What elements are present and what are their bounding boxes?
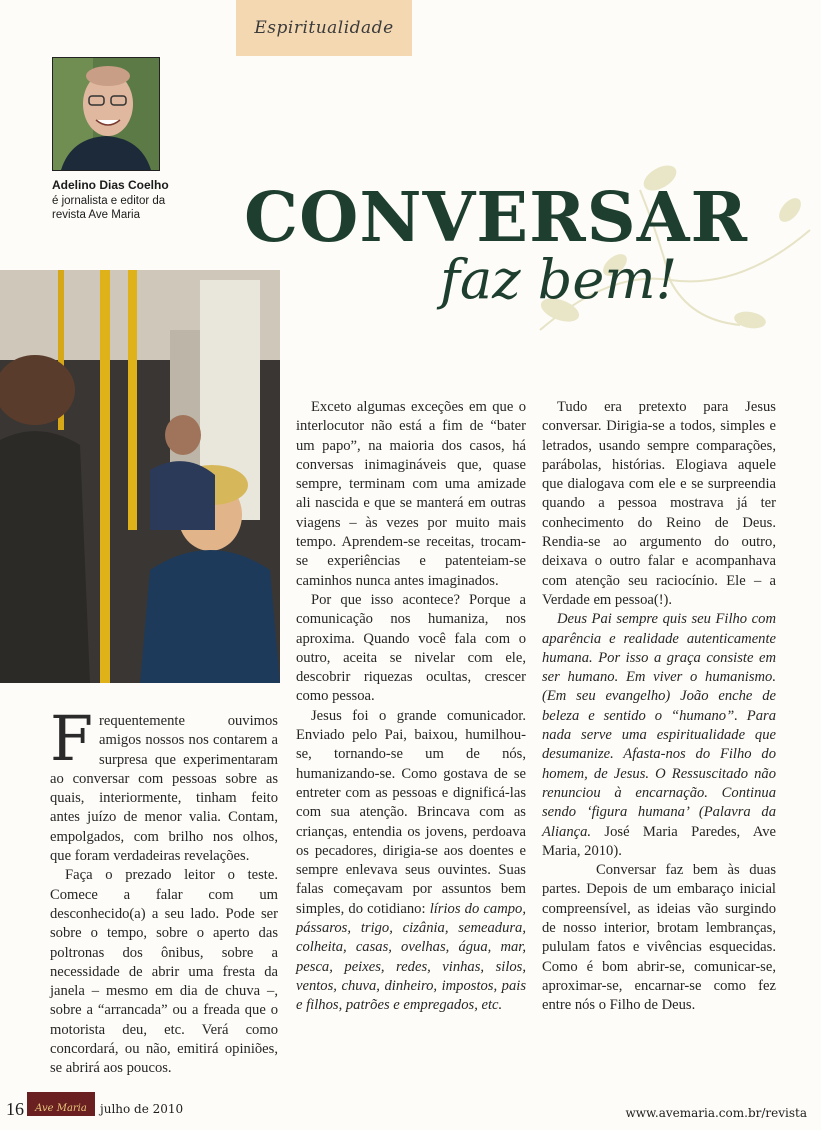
paragraph: Frequentemente ouvimos amigos nossos nos contarem a surpresa que experimentaram ao conversar com pessoas sobre as quais, interiormente, tinham feito antes juízo de menor valia. Contam, empolgados, com brilho nos olhos, que foram verdadeiras revelações. (50, 702, 278, 865)
magazine-logo: Ave Maria (27, 1092, 95, 1116)
italic-list: lírios do campo, pássaros, trigo, cizânia, semeadura, colheita, casas, ovelhas, água, mar, pesca, peixes, redes, vinhas, silos, ventos, chuva, dinheiro, impostos, pais e filhos, patrões e empregados, etc. (296, 900, 526, 1014)
issue-date: julho de 2010 (100, 1102, 184, 1116)
paragraph: Por que isso acontece? Porque a comunicação nos humaniza, nos aproxima. Quando você fala com o outro, aceita se nivelar com ele, descobrir riquezas ocultas, crescer como pessoa. (296, 591, 526, 705)
article-column-3 (542, 398, 776, 1016)
article-title: CONVERSAR (244, 178, 748, 258)
drop-cap: F (50, 702, 94, 775)
paragraph: Exceto algumas exceções em que o interlocutor não está a fim de “bater um papo”, na maioria dos casos, há conversas inimagináveis que, quase sempre, terminam com uma amizade ali nascida e que se manterá em outras viagens – às vezes por muito mais tempo. Aprendem-se receitas, trocam-se experiências e patenteiam-se caminhos nunca antes imaginados. (296, 399, 526, 589)
section-label: Espiritualidade (236, 0, 412, 56)
article-subtitle: faz bem! (440, 248, 678, 311)
quote-paragraph: Deus Pai sempre quis seu Filho com aparência e realidade autenticamente humana. Por isso a graça consiste em ser humano. Em viver o humanismo.(Em seu evangelho) João enche de beleza e sentido o “humano”. Para nada serve uma espiritualidade que desumanize. Afasta-nos do Filho do homem, de Jesus. O Ressuscitado não renunciou à encarnação. Continua sendo ‘figura humana’ (Palavra da Aliança. José Maria Paredes, Ave Maria, 2010). (542, 611, 776, 859)
bus-passengers-photo (0, 270, 280, 683)
article-column-1 (50, 702, 278, 1079)
author-bio: é jornalista e editor da revista Ave Maria (52, 195, 166, 221)
website-link[interactable]: www.avemaria.com.br/revista (625, 1106, 807, 1120)
paragraph: Conversar faz bem às duas partes. Depois de um embaraço inicial compreensível, as ideias vão surgindo de nosso interior, brotam lembranças, pululam fatos e vivências esquecidas. Como é bom abrir-se, comunicar-se, aproximar-se, encarnar-se como fez entre nós o Filho de Deus. (542, 862, 776, 1014)
article-column-2 (296, 398, 526, 1016)
paragraph: Faça o prezado leitor o teste. Comece a falar com um desconhecido(a) a seu lado. Pode ser sobre o tempo, sobre o aperto das poltronas dos ônibus, sobre a necessidade de abrir uma fresta da janela – mesmo em dia de chuva –, sobre a “arrancada” ou a freada que o motorista deu, etc. Verá como concordará, ou não, emitirá opiniões, se abrirá aos poucos. (50, 867, 278, 1077)
paragraph: Tudo era pretexto para Jesus conversar. Dirigia-se a todos, simples e letrados, usando sempre comparações, parábolas, histórias. Elogiava aquele que dialogava com ele e se surpreendia quando a pessoa mostrava já ter conhecimento do Reino de Deus. Rendia-se ao argumento do outro, deixava o outro falar e acompanhava com atenção seu raciocínio. Ele – a Verdade em pessoa(!). (542, 399, 776, 608)
author-name: Adelino Dias Coelho (52, 178, 169, 192)
paragraph: Jesus foi o grande comunicador. Enviado pelo Pai, baixou, humilhou-se, tornando-se um de nós, humanizando-se. Como gostava de se entreter com as pessoas e dignificá-las com sua atenção. Brincava com as crianças, entendia os jovens, perdoava os pecadores, dirigia-se aos doentes e sempre enlevava seus ouvintes. Suas falas começavam por assuntos bem simples, do cotidiano: lírios do campo, pássaros, trigo, cizânia, semeadura, colheita, casas, ovelhas, água, mar, pesca, peixes, redes, vinhas, silos, ventos, chuva, dinheiro, impostos, pais e filhos, patrões e empregados, etc. (296, 707, 526, 1014)
author-photo (52, 57, 160, 171)
page-number: 16 (6, 1099, 24, 1119)
